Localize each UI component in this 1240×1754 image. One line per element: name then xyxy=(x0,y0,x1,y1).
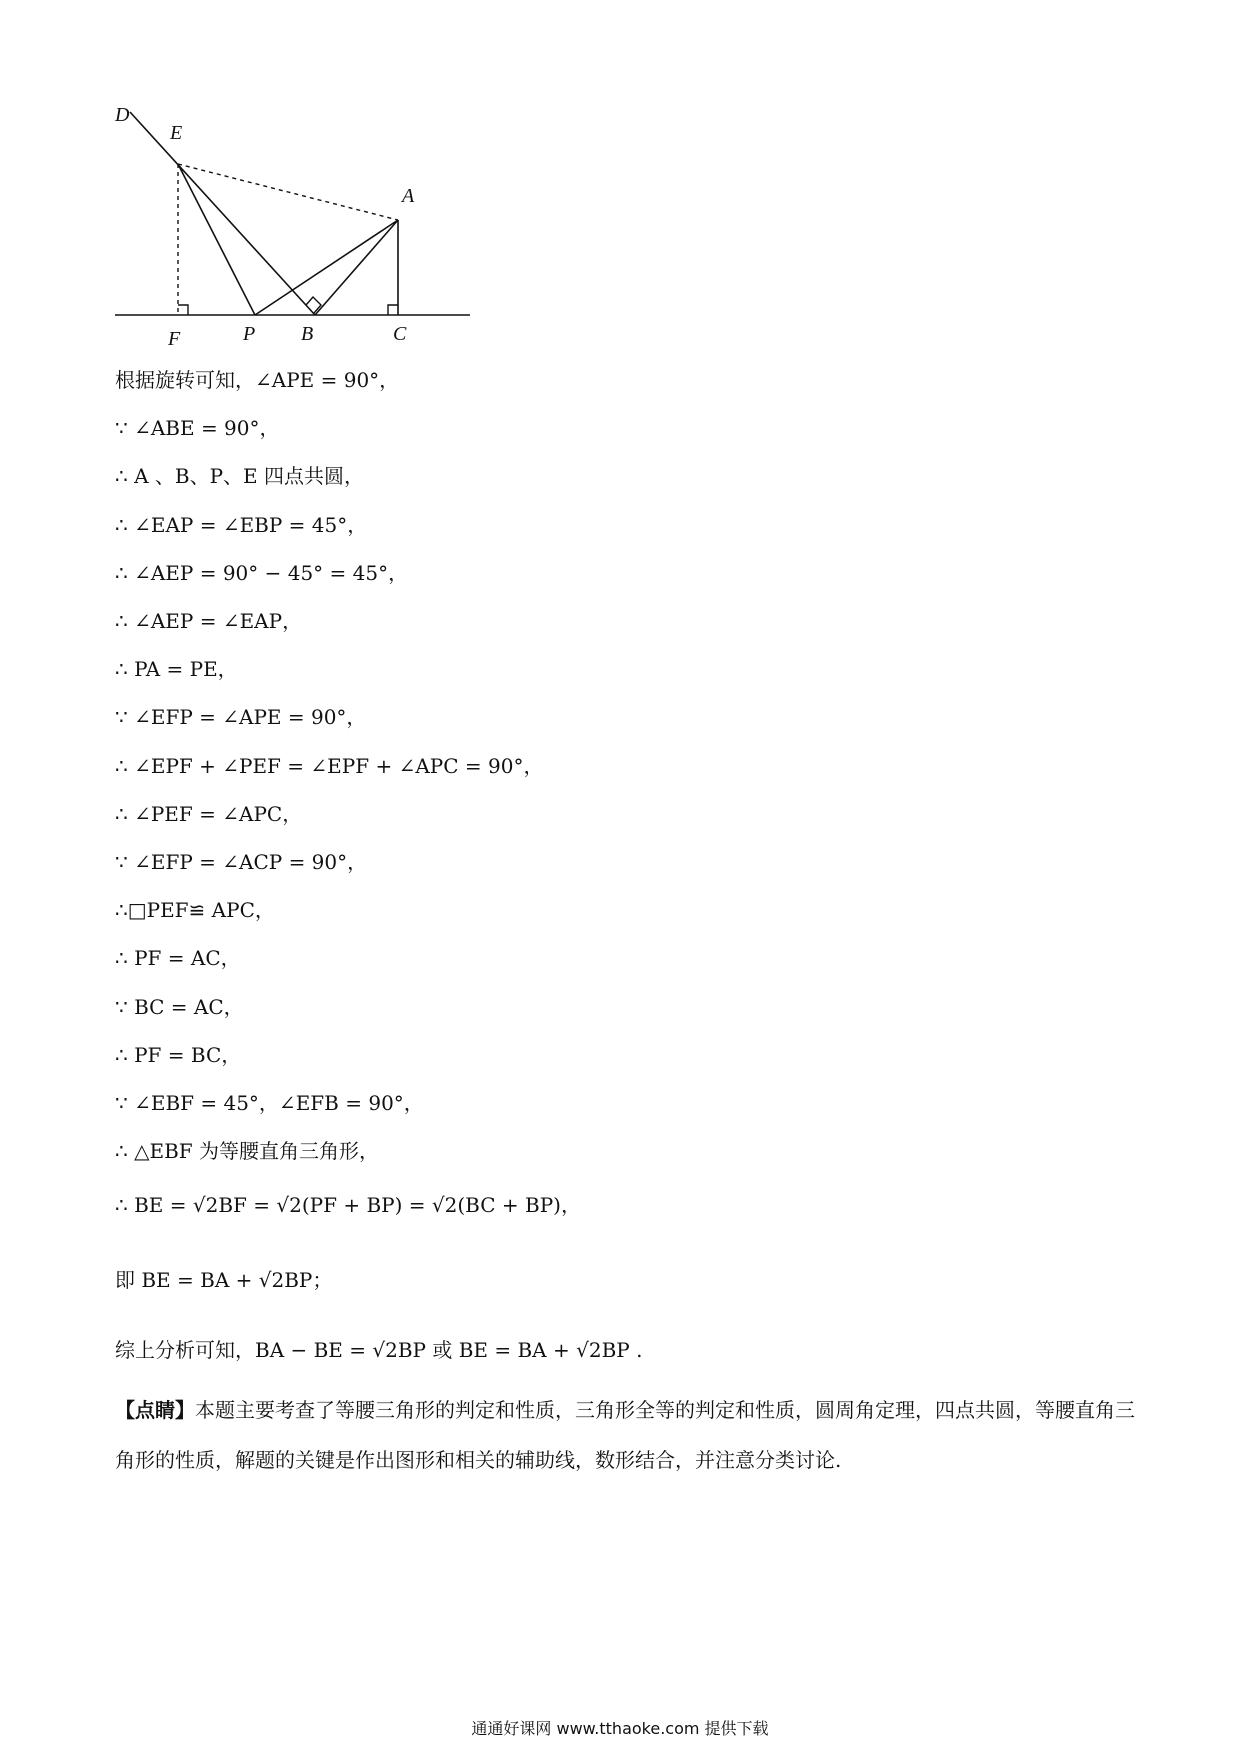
comment-paragraph xyxy=(115,1385,1135,1485)
solution-line: 根据旋转可知，∠APE = 90°， xyxy=(115,368,400,392)
solution-line: ∴ ∠AEP = 90° − 45° = 45°， xyxy=(115,561,409,585)
comment-text: 本题主要考查了等腰三角形的判定和性质，三角形全等的判定和性质，圆周角定理，四点共圆，等腰直角三角形的性质，解题的关键是作出图形和相关的辅助线，数形结合，并注意分类讨论. xyxy=(115,1398,1135,1472)
solution-line: ∴ BE = √2BF = √2(PF + BP) = √2(BC + BP)， xyxy=(115,1193,581,1217)
label-p: P xyxy=(243,323,256,345)
geometry-figure xyxy=(100,90,500,350)
solution-line: 即 BE = BA + √2BP； xyxy=(115,1268,333,1292)
label-d: D xyxy=(115,104,130,126)
solution-line: ∴ PA = PE， xyxy=(115,657,238,681)
solution-line: 综上分析可知，BA − BE = √2BP 或 BE = BA + √2BP . xyxy=(115,1338,643,1362)
solution-line: ∴ ∠AEP = ∠EAP， xyxy=(115,609,303,633)
solution-line: ∵ ∠EBF = 45°，∠EFB = 90°， xyxy=(115,1091,424,1115)
line-db xyxy=(130,112,315,315)
solution-line: ∵ ∠EFP = ∠APE = 90°， xyxy=(115,705,367,729)
label-c: C xyxy=(393,323,407,345)
solution-line: ∵ ∠EFP = ∠ACP = 90°， xyxy=(115,850,368,874)
solution-line: ∵ ∠ABE = 90°， xyxy=(115,416,280,440)
solution-line: ∴ ∠EPF + ∠PEF = ∠EPF + ∠APC = 90°， xyxy=(115,754,544,778)
label-a: A xyxy=(402,185,415,207)
solution-line: ∴ PF = BC， xyxy=(115,1043,242,1067)
solution-line: ∴ ∠PEF = ∠APC， xyxy=(115,802,303,826)
label-f: F xyxy=(168,328,181,350)
dashed-ea xyxy=(178,164,398,220)
label-b: B xyxy=(301,323,314,345)
comment-tag: 【点睛】 xyxy=(115,1398,195,1422)
solution-line: ∴ △EBF 为等腰直角三角形， xyxy=(115,1139,379,1163)
solution-line: ∴ A 、B、P、E 四点共圆， xyxy=(115,464,364,488)
right-angle-f xyxy=(178,305,188,315)
solution-line: ∴ PF = AC， xyxy=(115,946,241,970)
label-e: E xyxy=(170,122,183,144)
page-footer: 通通好课网 www.tthaoke.com 提供下载 xyxy=(471,1719,769,1738)
segment-ep xyxy=(178,164,255,315)
solution-line: ∴□PEF≌ APC， xyxy=(115,898,275,922)
right-angle-c xyxy=(388,305,398,315)
solution-line: ∵ BC = AC， xyxy=(115,995,244,1019)
solution-line: ∴ ∠EAP = ∠EBP = 45°， xyxy=(115,513,368,537)
